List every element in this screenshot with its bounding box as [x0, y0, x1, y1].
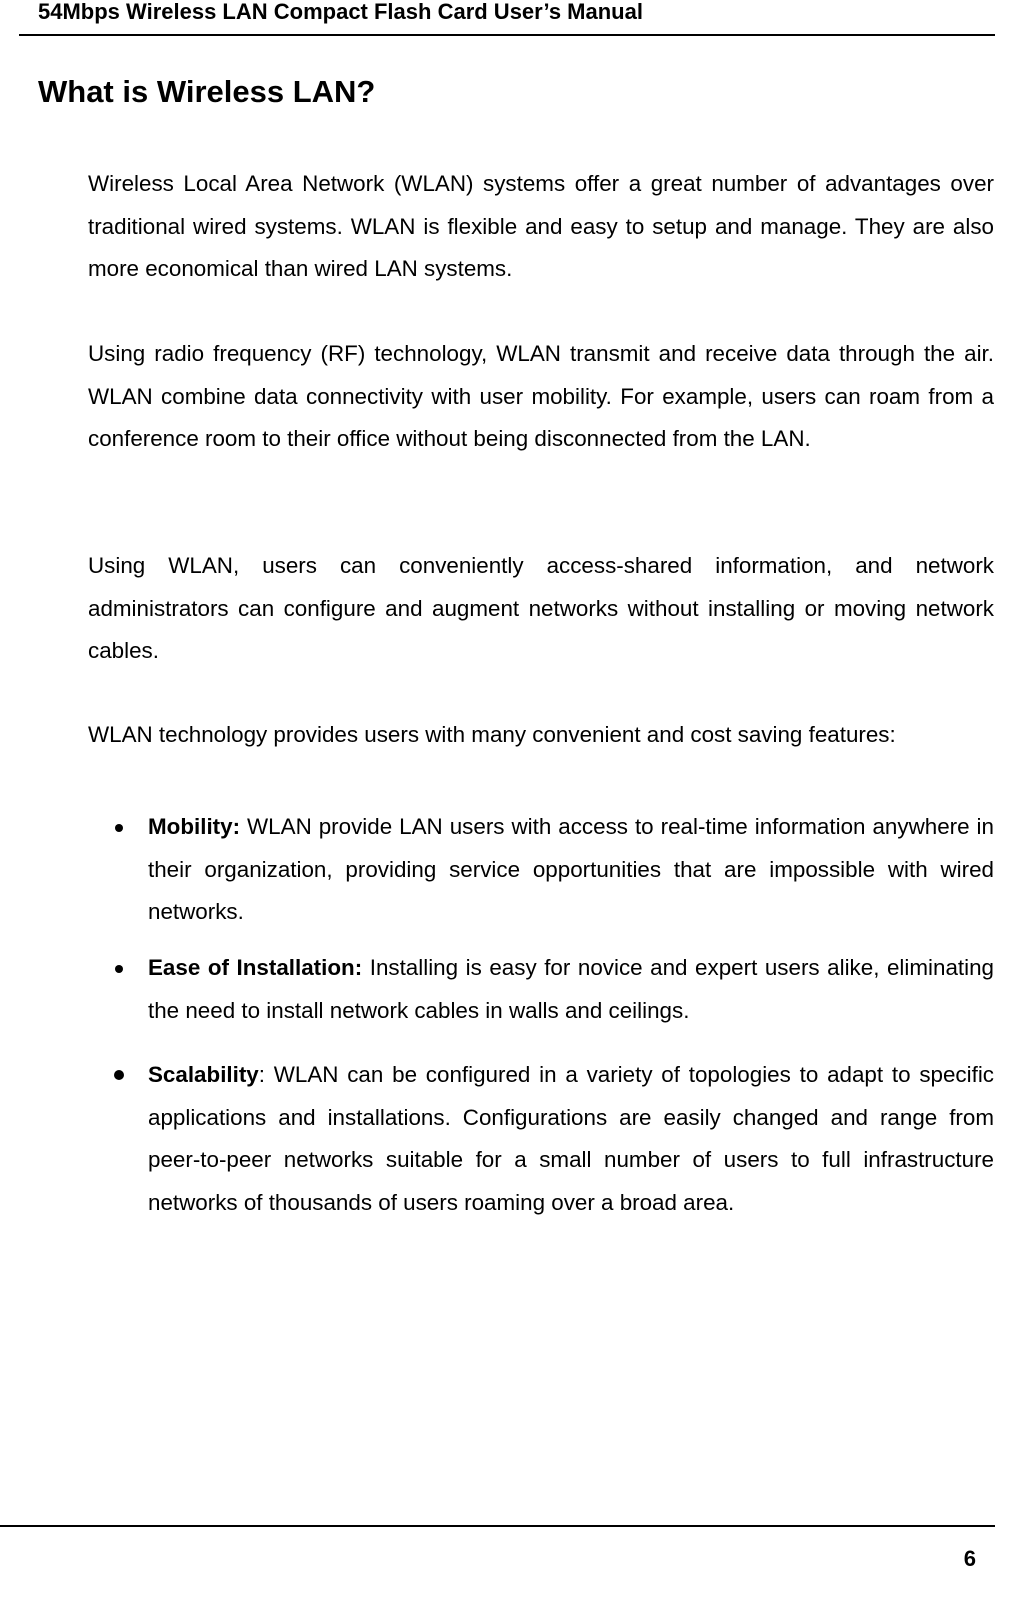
paragraph-intro: Wireless Local Area Network (WLAN) systems offer a great number of advantages over traditional wired systems. WLAN is flexible and easy to setup and manage. They are also more economical than wired LAN systems.	[88, 171, 994, 281]
running-header-title: 54Mbps Wireless LAN Compact Flash Card User’s Manual	[38, 0, 643, 24]
paragraph-shared-access: Using WLAN, users can conveniently access-shared information, and network administrators can configure and augment networks without installing or moving network cables.	[88, 553, 994, 663]
paragraph-features-intro: WLAN technology provides users with many convenient and cost saving features:	[88, 722, 896, 747]
bullet-icon	[114, 1070, 124, 1080]
feature-item-ease-of-installation	[148, 947, 994, 1032]
feature-description: WLAN provide LAN users with access to real-time information anywhere in their organization, providing service opportunities that are impossible with wired networks.	[148, 814, 994, 924]
feature-term: Scalability	[148, 1062, 259, 1087]
bullet-icon	[115, 824, 123, 832]
page-number: 6	[963, 1546, 976, 1571]
feature-item-scalability	[148, 1054, 994, 1224]
feature-term: Ease of Installation:	[148, 955, 363, 980]
header-divider	[19, 34, 995, 36]
feature-item-mobility	[148, 806, 994, 934]
footer-divider	[0, 1525, 995, 1527]
bullet-icon	[115, 965, 123, 973]
section-heading: What is Wireless LAN?	[38, 74, 376, 109]
feature-description: Installing is easy for novice and expert users alike, eliminating the need to install network cables in walls and ceilings.	[148, 955, 994, 1023]
paragraph-rf-technology: Using radio frequency (RF) technology, WLAN transmit and receive data through the air. WLAN combine data connectivity with user mobility. For example, users can roam from a conference room to their office without being disconnected from the LAN.	[88, 341, 994, 451]
feature-term: Mobility:	[148, 814, 241, 839]
feature-description: : WLAN can be configured in a variety of topologies to adapt to specific applications and installations. Configurations are easily changed and range from peer-to-peer networks suitable for a small number of users to full infrastructure networks of thousands of users roaming over a broad area.	[148, 1062, 994, 1215]
